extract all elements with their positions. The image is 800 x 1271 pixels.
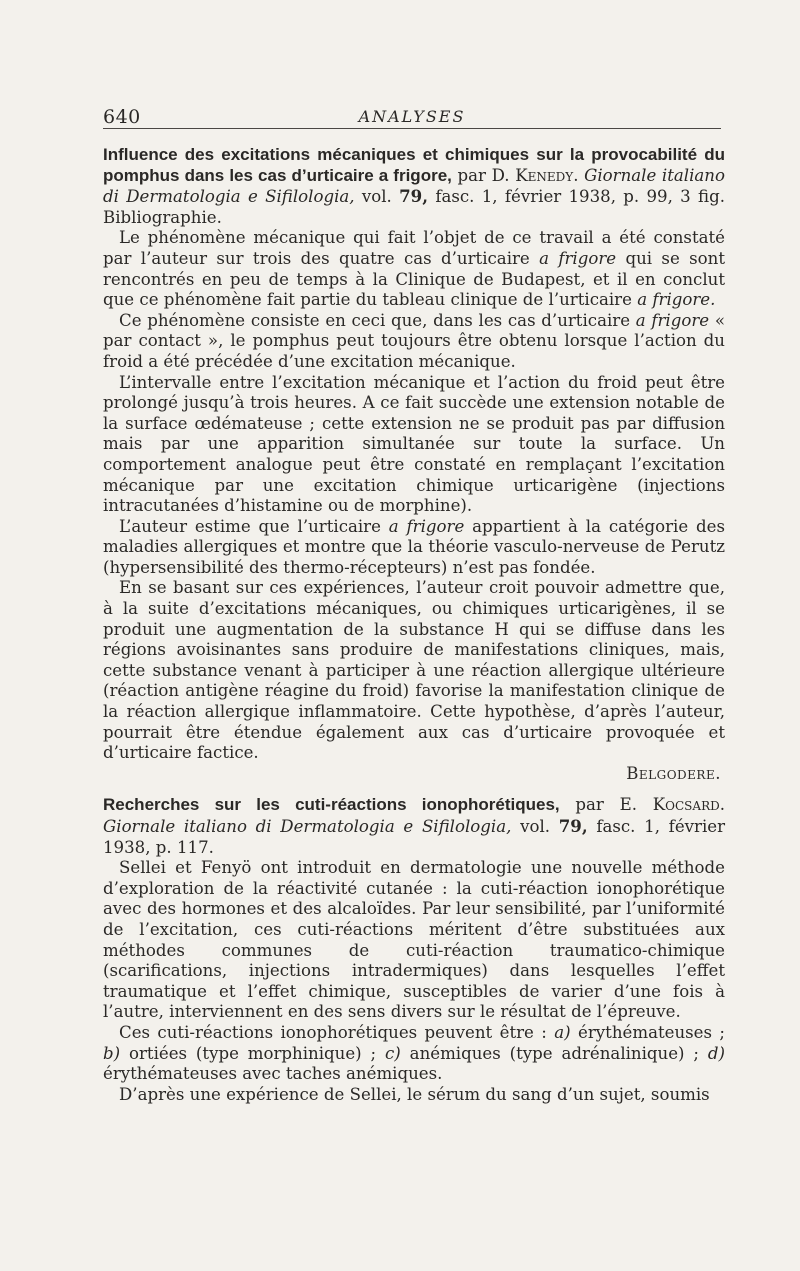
page-header [103, 106, 721, 129]
article-2-journal: Giornale italiano di Dermatologia e Sifilologia, [103, 817, 512, 836]
article-2-by: par E. [575, 795, 637, 815]
text-run: ortiées (type morphinique) ; [129, 1043, 377, 1063]
article-1-heading [103, 145, 725, 228]
text-run: érythémateuses avec taches anémiques. [103, 1064, 443, 1084]
text-run-italic: a frigore. [637, 290, 716, 310]
list-label: a) [554, 1022, 571, 1042]
text-run: Ces cuti-réactions ionophorétiques peuvent être : [119, 1022, 547, 1042]
article-1-paragraph-1 [103, 228, 725, 310]
article-2-title: Recherches sur les cuti-réactions ionophorétiques, [103, 795, 560, 815]
article-2-paragraph-1: Sellei et Fenyö ont introduit en dermatologie une nouvelle méthode d’exploration de la réactivité cutanée : la cuti-réaction ionophorétique avec des hormones et des alcaloïdes. Par leur sensibilité, par l’uniformité de l’excitation, ces cuti-réactions méritent d’être substituées aux méthodes communes de cuti-réaction traumatico-chimique (scarifications, injections intradermiques) dans lesquelles l’effet traumatique et l’effet chimique, susceptibles de varier d’une fois à l’autre, interviennent en des sens divers sur le résultat de l’épreuve. [103, 858, 725, 1022]
article-2-author: Kocsard. [652, 795, 725, 815]
list-label: c) [385, 1043, 401, 1063]
article-1-paragraph-3: L’intervalle entre l’excitation mécanique et l’action du froid peut être prolongé jusqu’à trois heures. A ce fait succède une extension notable de la surface œdémateuse ; cette extension ne se produit pas par diffusion mais par une apparition simultanée sur toute la surface. Un comportement analogue peut être constaté en remplaçant l’excitation mécanique par une excitation chimique urticarigène (injections intracutanées d’histamine ou de morphine). [103, 372, 725, 516]
running-title: ANALYSES [358, 107, 466, 126]
text-run: Ce phénomène consiste en ceci que, dans les cas d’urticaire [119, 310, 631, 330]
article-2-volume: 79, [558, 816, 588, 836]
article-2-heading [103, 795, 725, 858]
article-2-citation-rest: fasc. 1, février 1938, p. 117. [103, 817, 725, 857]
text-run: « par contact », le pomphus peut toujours être obtenu lorsque l’action du froid a été précédée d’une excitation mécanique. [103, 310, 725, 371]
page-number: 640 [103, 106, 141, 128]
article-1-citation-rest: fasc. 1, février 1938, p. 99, 3 fig. Bibliographie. [103, 187, 726, 227]
text-run: appartient à la catégorie des maladies allergiques et montre que la théorie vasculo-nerveuse de Perutz (hypersensibilité des thermo-récepteurs) n’est pas fondée. [103, 516, 725, 577]
text-run-italic: a frigore [388, 516, 465, 536]
text-run: anémiques (type adrénalinique) ; [409, 1043, 700, 1063]
page-content [103, 145, 725, 1105]
article-2-paragraph-3: D’après une expérience de Sellei, le sérum du sang d’un sujet, soumis [119, 1084, 710, 1104]
article-2-vol-label: vol. [520, 817, 551, 836]
article-1-vol-label: vol. [361, 187, 392, 207]
article-separator [103, 784, 725, 795]
article-1-paragraph-5: En se basant sur ces expériences, l’auteur croit pouvoir admettre que, à la suite d’excitations mécaniques, ou chimiques urticarigènes, il se produit une augmentation de la substance H qui se diffuse dans les régions avoisinantes sans produire de manifestations cliniques, mais, cette substance venant à participer à une réaction allergique ultérieure (réaction antigène réagine du froid) favorise la manifestation clinique de la réaction allergique inflammatoire. Cette hypothèse, d’après l’auteur, pourrait être étendue également aux cas d’urticaire provoquée et d’urticaire factice. [103, 578, 725, 763]
text-run-italic: a frigore [635, 310, 710, 330]
text-run: Le phénomène mécanique qui fait l’objet de ce travail a été constaté par l’auteur sur trois des quatre cas d’urticaire [103, 228, 725, 268]
article-1-journal: Giornale italiano di Dermatologia e Sifilologia, [103, 165, 725, 207]
article-1-by: par D. [457, 165, 510, 185]
list-label: b) [103, 1043, 121, 1063]
text-run-italic: a frigore [539, 248, 617, 268]
article-1-title: Influence des excitations mécaniques et chimiques sur la provocabilité du pomphus dans les cas d’urticaire a frigore, [103, 145, 725, 185]
article-1-volume: 79, [399, 186, 428, 207]
text-run: L’auteur estime que l’urticaire [119, 516, 381, 536]
text-run: érythémateuses ; [578, 1022, 725, 1042]
text-run: qui se sont rencontrés en peu de temps à la Clinique de Budapest, et il en conclut que ce phénomène fait partie du tableau clinique de l’urticaire [103, 248, 725, 310]
list-label: d) [707, 1043, 726, 1063]
article-2-paragraph-2 [103, 1023, 725, 1085]
article-1-paragraph-4 [103, 517, 725, 579]
article-1-paragraph-2 [103, 311, 725, 373]
article-1-signature: Belgodere. [626, 763, 721, 783]
article-1-author: Kenedy. [515, 165, 579, 185]
